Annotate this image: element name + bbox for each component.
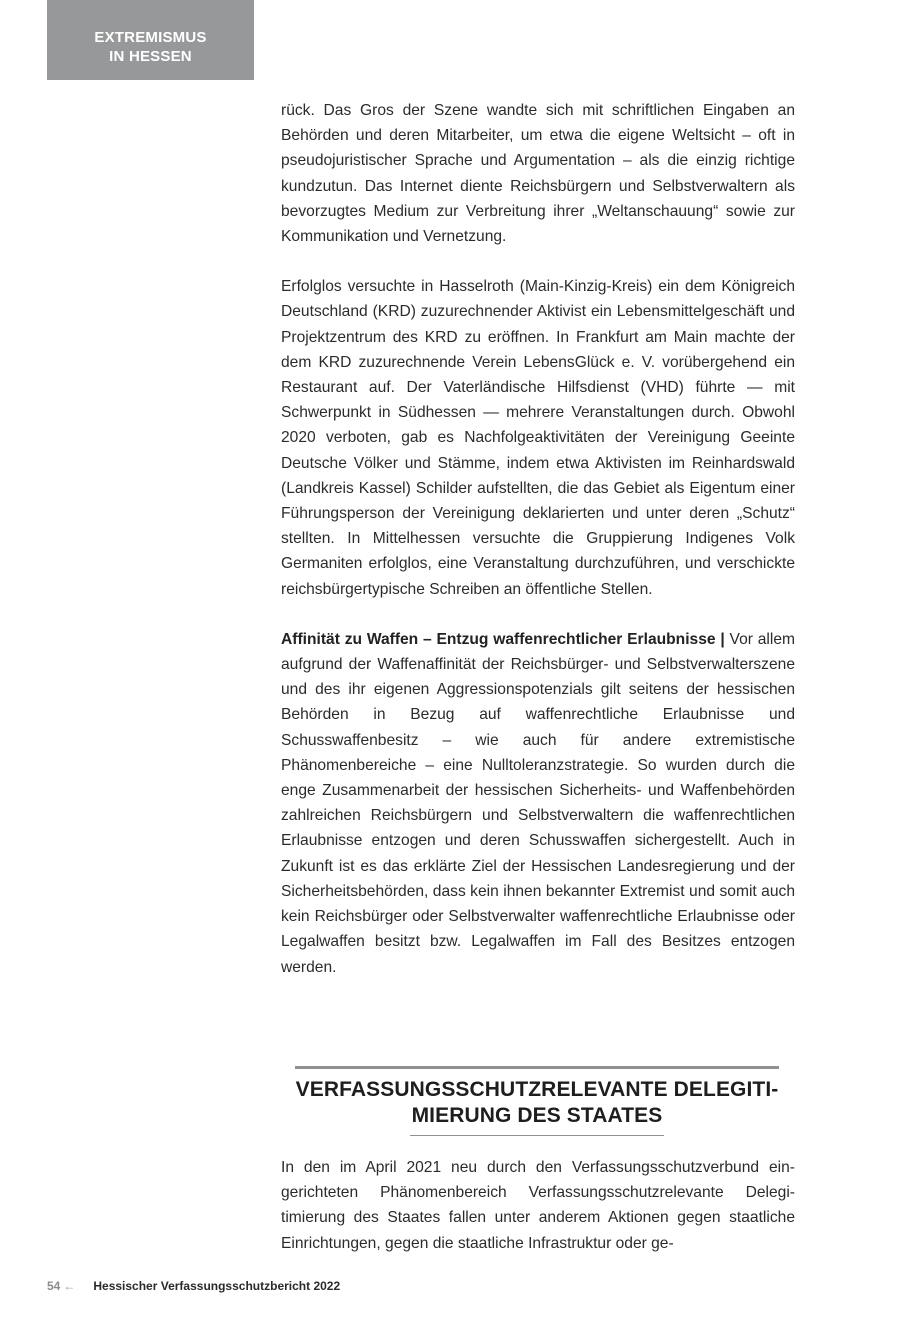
section-text: [281, 1155, 795, 1256]
section-paragraph-1: In den im April 2021 neu durch den Verfassungsschutzverbund eingerichteten Phänomenbereich Verfassungsschutzrelevante Delegitimierung des Staates fallen unter anderem Aktionen gegen staatliche Einrichtungen, gegen die staatliche Infrastruktur oder ge-: [281, 1159, 795, 1252]
page-footer: [47, 1279, 340, 1293]
paragraph-3: [281, 627, 795, 980]
section-rule-bottom: [410, 1135, 664, 1136]
section-rule-top: [295, 1066, 779, 1069]
paragraph-3-heading: Affinität zu Waffen – Entzug waffenrechtlicher Erlaubnisse |: [281, 630, 725, 648]
section-title-line2: MIERUNG DES STAATES: [411, 1104, 663, 1127]
chapter-tab-line1: EXTREMISMUS: [94, 29, 207, 46]
report-title: Hessischer Verfassungsschutzbericht 2022: [93, 1279, 341, 1293]
paragraph-2: Erfolglos versuchte in Hasselroth (Main-Kinzig-Kreis) ein dem Königreich Deutschland (KRD) zuzurechnender Aktivist ein Lebensmittelgeschäft und Projektzentrum des KRD zu eröffnen. In Frankfurt am Main machte der dem KRD zuzurechnende Verein LebensGlück e. V. vorübergehend ein Restaurant auf. Der Vaterländische Hilfsdienst (VHD) führte — mit Schwerpunkt in Südhessen — mehrere Veranstaltungen durch. Obwohl 2020 verboten, gab es Nachfolgeaktivitäten der Vereinigung Geeinte Deutsche Völker und Stämme, indem etwa Aktivisten im Reinhardswald (Landkreis Kassel) Schilder aufstellten, die das Gebiet als Eigentum einer Führungsperson der Vereinigung deklarierten und unter deren „Schutz“ stellten. In Mittelhessen versuchte die Gruppierung Indigenes Volk Germaniten erfolglos, eine Veranstaltung durchzuführen, und verschickte reichsbürgertypische Schreiben an öffentliche Stellen.: [281, 278, 795, 598]
back-arrow-icon[interactable]: ←: [63, 1279, 76, 1293]
section-title: [295, 1077, 779, 1129]
paragraph-3-text: Vor allem aufgrund der Waffenaffinität der Reichsbürger- und Selbstverwalterszene und des ihr eigenen Aggressionspotenzials gilt seitens der hessischen Behörden in Bezug auf waffenrechtliche Erlaubnisse und Schusswaffenbesitz – wie auch für andere extremistische Phänomenbereiche – eine Nulltoleranzstrategie. So wurden durch die enge Zusammenarbeit der hessischen Sicherheits- und Waffenbehörden zahlreichen Reichsbürgern und Selbstverwaltern die waffenrechtlichen Erlaubnisse entzogen und deren Schusswaffen sichergestellt. Auch in Zukunft ist es das erklärte Ziel der Hessischen Landesregierung und der Sicherheitsbehörden, dass kein ihnen bekannter Extremist und somit auch kein Reichsbürger oder Selbstverwalter waffenrechtliche Erlaubnisse oder Legalwaffen besitzt bzw. Legalwaffen im Fall des Besitzes entzogen werden.: [281, 630, 795, 976]
main-text: [281, 98, 795, 980]
chapter-tab-line2: IN HESSEN: [109, 48, 192, 65]
paragraph-1: rück. Das Gros der Szene wandte sich mit schriftlichen Eingaben an Behörden und deren Mitarbeiter, um etwa die eigene Weltsicht – oft in pseudojuristischer Sprache und Argumentation – als die einzig richtige kundzutun. Das Internet diente Reichsbürgern und Selbstverwaltern als bevorzugtes Medium zur Verbreitung ihrer „Weltanschauung“ sowie zur Kommunikation und Vernetzung.: [281, 102, 795, 246]
section-heading-block: [295, 1066, 779, 1136]
chapter-tab: [47, 0, 254, 80]
page-number: 54: [47, 1279, 61, 1293]
section-title-line1: VERFASSUNGSSCHUTZRELEVANTE DELEGITI-: [295, 1078, 779, 1101]
